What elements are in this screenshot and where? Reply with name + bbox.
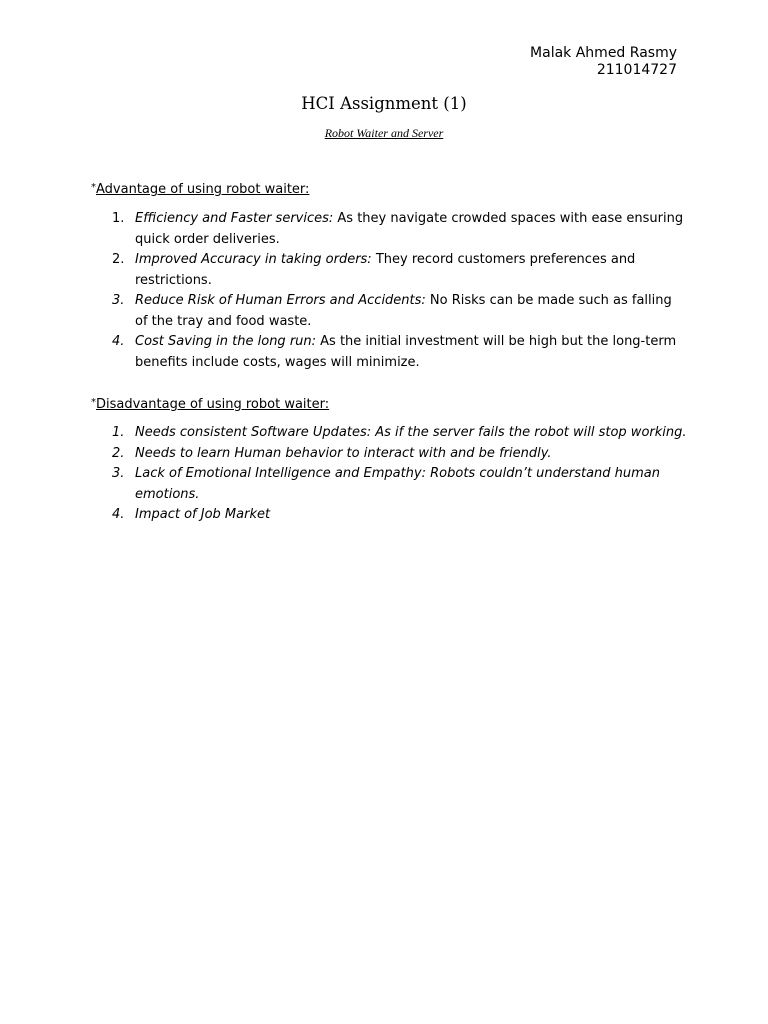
disadvantages-heading xyxy=(91,393,329,415)
list-item-text: Lack of Emotional Intelligence and Empathy: Robots couldn’t understand human emotions. xyxy=(135,466,661,502)
disadvantages-list xyxy=(108,423,688,526)
list-item xyxy=(108,250,688,291)
list-item-text: Needs to learn Human behavior to interact with and be friendly. xyxy=(135,445,552,461)
list-item-number: 3. xyxy=(112,293,125,308)
student-id: 211014727 xyxy=(596,62,677,78)
author-name: Malak Ahmed Rasmy xyxy=(530,45,677,61)
list-item-text: Impact of Job Market xyxy=(135,507,271,522)
list-item-number: 2. xyxy=(112,445,125,461)
list-item xyxy=(108,209,688,250)
author-block xyxy=(530,45,677,79)
list-item xyxy=(108,444,688,465)
list-item-lead: Efficiency and Faster services: xyxy=(135,211,334,226)
list-item-number: 2. xyxy=(112,252,125,267)
list-item-lead: Improved Accuracy in taking orders: xyxy=(135,252,372,267)
list-item xyxy=(108,464,688,505)
list-item-number: 4. xyxy=(112,507,125,522)
disadvantages-marker: * xyxy=(91,397,96,408)
list-item xyxy=(108,505,688,526)
list-item xyxy=(108,332,688,373)
advantages-heading xyxy=(91,178,309,200)
list-item-number: 1. xyxy=(112,425,125,440)
advantages-list xyxy=(108,209,688,373)
advantages-marker: * xyxy=(91,182,96,193)
document-title: HCI Assignment (1) xyxy=(301,94,467,113)
disadvantages-heading-text: Disadvantage of using robot waiter: xyxy=(96,397,330,412)
list-item-text: Needs consistent Software Updates: As if the server fails the robot will stop working. xyxy=(135,425,687,440)
advantages-heading-text: Advantage of using robot waiter: xyxy=(96,182,310,197)
list-item-number: 4. xyxy=(112,334,125,349)
list-item xyxy=(108,423,688,444)
list-item-lead: Reduce Risk of Human Errors and Accidents: xyxy=(135,293,426,308)
document-subtitle: Robot Waiter and Server xyxy=(324,126,444,140)
list-item-lead: Cost Saving in the long run: xyxy=(135,334,317,349)
list-item-text: They record customers preferences and restrictions. xyxy=(135,252,636,288)
list-item xyxy=(108,291,688,332)
list-item-text: As they navigate crowded spaces with ease ensuring quick order deliveries. xyxy=(135,211,684,247)
list-item-text: No Risks can be made such as falling of the tray and food waste. xyxy=(135,293,672,329)
list-item-number: 3. xyxy=(112,466,125,481)
list-item-text: As the initial investment will be high but the long-term benefits include costs, wages will minimize. xyxy=(135,334,677,370)
list-item-number: 1. xyxy=(112,211,125,226)
